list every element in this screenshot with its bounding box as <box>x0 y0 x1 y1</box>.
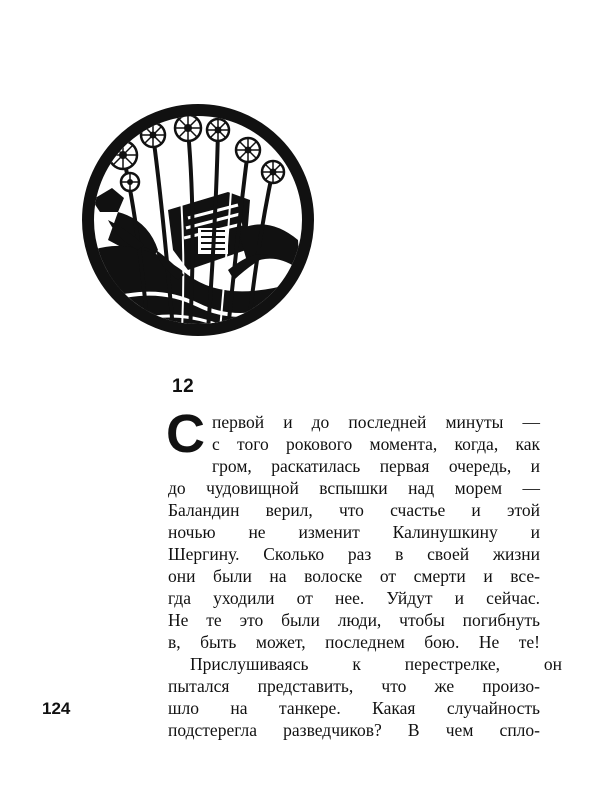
chapter-illustration <box>78 100 318 340</box>
text-line: первой и до последней минуты — <box>212 412 540 432</box>
body-text <box>168 411 562 741</box>
text-line: Баландин верил, что счастье и этой <box>168 500 540 520</box>
chapter-number: 12 <box>172 376 195 397</box>
drop-cap: С <box>166 404 205 464</box>
text-line: гда уходили от нее. Уйдут и сейчас. <box>168 588 540 608</box>
text-line: гром, раскатилась первая очередь, и <box>212 456 540 476</box>
text-line: в, быть может, последнем бою. Не те! <box>168 632 540 652</box>
text-line: пытался представить, что же произо- <box>168 676 540 696</box>
text-line: с того рокового момента, когда, как <box>212 434 540 454</box>
text-line: они были на волоске от смерти и все- <box>168 566 540 586</box>
text-line: шло на танкере. Какая случайность <box>168 698 540 718</box>
text-line: Не те это были люди, чтобы погибнуть <box>168 610 540 630</box>
paragraph-start-line: Прислушиваясь к перестрелке, он <box>190 654 562 674</box>
text-line: Шергину. Сколько раз в своей жизни <box>168 544 540 564</box>
text-line: подстерегла разведчиков? В чем спло- <box>168 720 540 740</box>
page-number: 124 <box>42 699 71 718</box>
text-line: до чудовищной вспышки над морем — <box>168 478 540 498</box>
text-line: ночью не изменит Калинушкину и <box>168 522 540 542</box>
